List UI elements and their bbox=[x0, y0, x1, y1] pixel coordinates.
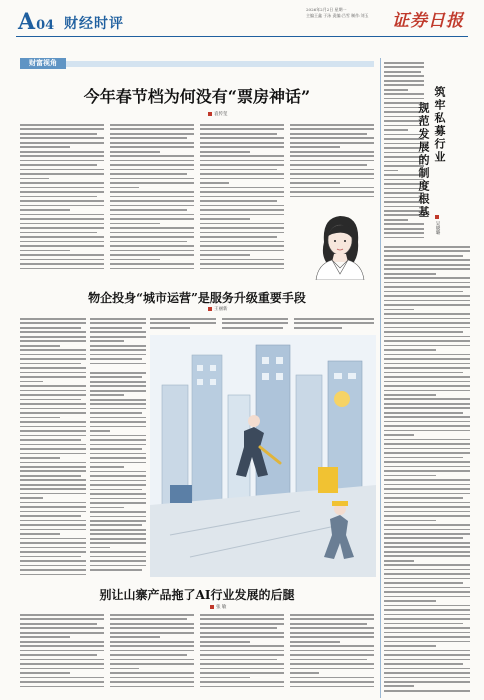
article-3-author: 张 敏 bbox=[216, 605, 227, 610]
article-1-headline: 今年春节档为何没有“票房神话” bbox=[83, 87, 311, 106]
page-number bbox=[18, 9, 54, 35]
article-1-body-column-2 bbox=[110, 124, 194, 276]
sidebar-byline bbox=[434, 215, 440, 235]
article-2-body-column-2b bbox=[90, 372, 146, 578]
editors-line: 主编王鑫 于泳 责编:吕雪 制作:刘玉 bbox=[306, 13, 369, 18]
article-2-body-column-3 bbox=[150, 318, 216, 334]
article-3-body-column-4 bbox=[290, 614, 374, 694]
article-3-byline bbox=[210, 604, 226, 610]
sidebar-headline-line-2: 规范发展的制度根基 bbox=[417, 102, 430, 219]
article-1-body-column-4 bbox=[290, 124, 374, 204]
article-3-body-column-1 bbox=[20, 614, 104, 694]
article-3-headline: 别让山寨产品拖了AI行业发展的后腿 bbox=[99, 588, 295, 602]
article-1-body-column-3 bbox=[200, 124, 284, 276]
article-2-headline: 物企投身“城市运营”是服务升级重要手段 bbox=[88, 291, 306, 305]
article-2-body-column-2 bbox=[90, 318, 146, 368]
city-operations-illustration bbox=[150, 335, 376, 577]
article-2-body-column-5 bbox=[294, 318, 374, 334]
article-1-author: 袁传玺 bbox=[214, 112, 228, 117]
article-2-byline bbox=[208, 306, 228, 312]
article-2-author: 王丽新 bbox=[214, 307, 228, 312]
header-rule bbox=[16, 36, 468, 37]
article-3-body-column-2 bbox=[110, 614, 194, 694]
portrait-drawing bbox=[302, 208, 378, 280]
author-portrait-illustration bbox=[302, 208, 378, 280]
byline-marker-icon bbox=[435, 215, 439, 219]
article-1-body-column-1 bbox=[20, 124, 104, 276]
article-2-body-column-1 bbox=[20, 318, 86, 580]
article-2-body-column-4 bbox=[222, 318, 288, 334]
issue-date: 2026年2月2日 星期一 bbox=[306, 7, 347, 12]
byline-marker-icon bbox=[210, 605, 214, 609]
newspaper-masthead-logo: 证券日报 bbox=[392, 11, 464, 31]
byline-marker-icon bbox=[208, 112, 212, 116]
page-header bbox=[0, 0, 484, 40]
article-1-byline bbox=[208, 111, 228, 117]
page-letter: A bbox=[18, 9, 36, 35]
section-banner bbox=[20, 61, 374, 67]
sidebar-author: 吴晓璐 bbox=[435, 221, 440, 235]
sidebar-headline-line-1: 筑牢私募行业 bbox=[433, 86, 446, 164]
banner-tag: 财富视角 bbox=[20, 58, 66, 69]
section-title: 财经时评 bbox=[64, 16, 124, 32]
article-3-body-column-3 bbox=[200, 614, 284, 694]
sidebar-body bbox=[384, 246, 470, 694]
byline-marker-icon bbox=[208, 307, 212, 311]
page-number-digits: 04 bbox=[36, 18, 55, 33]
city-illustration-drawing bbox=[150, 335, 376, 577]
